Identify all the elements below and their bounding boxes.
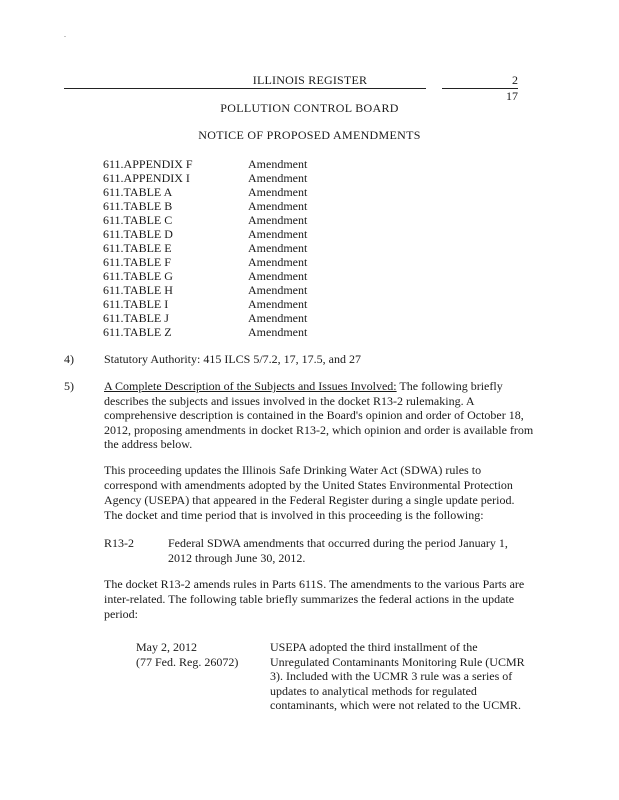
header-rule-left <box>64 88 426 89</box>
description-text: The following briefly describes the subjects and issues involved in the docket R13-2 rulemaking. A comprehensive description is contained in the Board's opinion and order of October 18, 2012, proposing amendments in docket R13-2, which opinion and order is available from the address below. <box>104 379 534 451</box>
federal-register-citation: (77 Fed. Reg. 26072) <box>136 654 239 669</box>
section-action: Amendment <box>248 157 308 171</box>
section-name: 611.TABLE J <box>103 311 169 325</box>
section-name: 611.APPENDIX F <box>103 157 193 171</box>
section-action: Amendment <box>248 311 308 325</box>
section-row <box>103 283 348 297</box>
section-row <box>103 255 348 269</box>
section-row <box>103 199 348 213</box>
section-row <box>103 185 348 199</box>
docket-id: R13-2 <box>104 536 134 550</box>
board-name: POLLUTION CONTROL BOARD <box>220 101 399 115</box>
section-action: Amendment <box>248 171 308 185</box>
section-action: Amendment <box>248 185 308 199</box>
parts-paragraph: The docket R13-2 amends rules in Parts 611S. The amendments to the various Parts are inter-related. The following table briefly summarizes the federal actions in the update period: <box>104 577 525 621</box>
section-name: 611.TABLE I <box>103 297 169 311</box>
section-row <box>103 241 348 255</box>
section-action: Amendment <box>248 297 308 311</box>
docket-description: Federal SDWA amendments that occurred during the period January 1, 2012 through June 30, 2012. <box>168 536 508 565</box>
federal-action-description: USEPA adopted the third installment of the Unregulated Contaminants Monitoring Rule (UCMR 3). Included with the UCMR 3 rule was a series of updates to analytical methods for regulated contaminants, which were not related to the UCMR. <box>270 640 525 712</box>
section-name: 611.TABLE H <box>103 283 173 297</box>
section-name: 611.TABLE D <box>103 227 173 241</box>
section-name: 611.TABLE A <box>103 185 173 199</box>
item-number: 5) <box>64 379 74 393</box>
section-row <box>103 157 348 171</box>
section-name: 611.TABLE E <box>103 241 172 255</box>
section-action: Amendment <box>248 213 308 227</box>
federal-action-date-cell <box>136 640 266 669</box>
notice-title: NOTICE OF PROPOSED AMENDMENTS <box>198 128 421 142</box>
section-row <box>103 325 348 339</box>
section-action: Amendment <box>248 227 308 241</box>
item-number: 4) <box>64 352 74 366</box>
section-row <box>103 227 348 241</box>
section-name: 611.APPENDIX I <box>103 171 190 185</box>
section-name: 611.TABLE B <box>103 199 173 213</box>
description-heading: A Complete Description of the Subjects and Issues Involved: <box>104 379 397 393</box>
section-row <box>103 213 348 227</box>
description-paragraph <box>104 379 534 452</box>
section-row <box>103 297 348 311</box>
section-name: 611.TABLE G <box>103 269 173 283</box>
statutory-authority-text: Statutory Authority: 415 ILCS 5/7.2, 17, 17.5, and 27 <box>104 352 361 366</box>
section-row <box>103 269 348 283</box>
sections-list <box>103 157 348 339</box>
section-row <box>103 171 348 185</box>
section-action: Amendment <box>248 325 308 339</box>
proceeding-paragraph: This proceeding updates the Illinois Safe Drinking Water Act (SDWA) rules to correspond with amendments adopted by the United States Environmental Protection Agency (USEPA) that appeared in the Federal Register during a single update period. The docket and time period that is involved in this proceeding is the following: <box>104 463 515 522</box>
section-action: Amendment <box>248 255 308 269</box>
page-number: 2 <box>512 73 518 87</box>
stray-mark: . <box>64 30 66 39</box>
section-row <box>103 311 348 325</box>
section-action: Amendment <box>248 241 308 255</box>
section-name: 611.TABLE F <box>103 255 171 269</box>
volume-number: 17 <box>506 89 518 103</box>
section-action: Amendment <box>248 283 308 297</box>
section-name: 611.TABLE C <box>103 213 173 227</box>
federal-action-date: May 2, 2012 <box>136 640 197 654</box>
section-action: Amendment <box>248 199 308 213</box>
section-action: Amendment <box>248 269 308 283</box>
section-name: 611.TABLE Z <box>103 325 172 339</box>
register-title: ILLINOIS REGISTER <box>252 73 368 87</box>
